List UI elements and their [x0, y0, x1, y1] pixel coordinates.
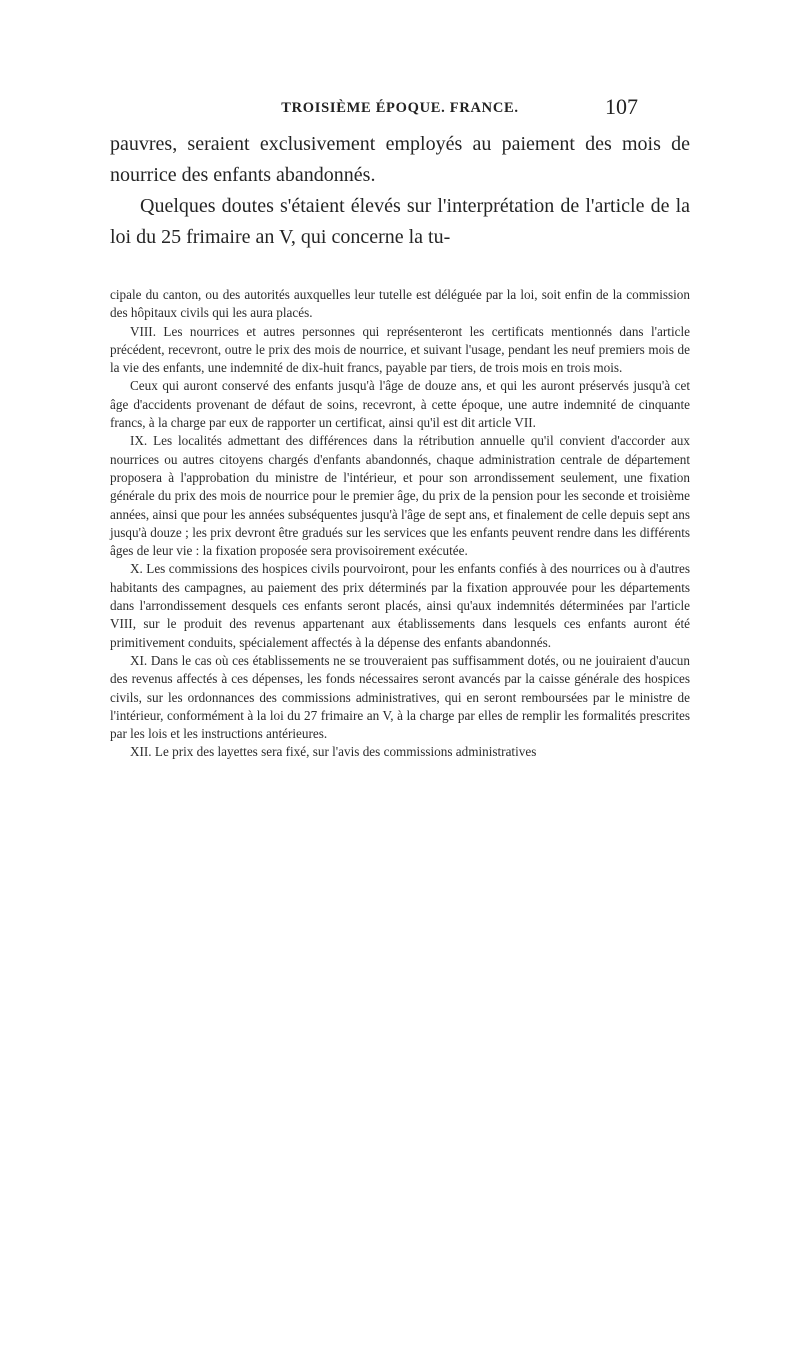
footnote-paragraph: cipale du canton, ou des autorités auxquelles leur tutelle est déléguée par la loi, soit enfin de la commission des hôpitaux civils qui les aura placés. [110, 287, 690, 321]
footnote-block [110, 286, 690, 762]
main-paragraph: Quelques doutes s'étaient élevés sur l'interprétation de l'article de la loi du 25 frimaire an V, qui concerne la tu- [110, 195, 690, 248]
footnote-article-xi: XI. Dans le cas où ces établissements ne se trouveraient pas suffisamment dotés, ou ne jouiraient d'aucun des revenus affectés à ces dépenses, les fonds nécessaires seront avancés par la caisse générale des hospices civils, sur les ordonnances des commissions administratives, qui en seront remboursées par le ministre de l'intérieur, conformément à la loi du 27 frimaire an V, à la charge par elles de remplir les formalités prescrites par les lois et les instructions antérieures. [110, 652, 690, 742]
running-head [0, 94, 800, 124]
footnote-article-xii: XII. Le prix des layettes sera fixé, sur l'avis des commissions administratives [130, 744, 537, 760]
main-text [110, 129, 690, 253]
footnote-paragraph: Ceux qui auront conservé des enfants jusqu'à l'âge de douze ans, et qui les auront préservés jusqu'à cet âge d'accidents provenant de défaut de soins, recevront, à cette époque, une autre indemnité de cinquante francs, à la charge par eux de rapporter un certificat, ainsi qu'il est dit article VII. [110, 378, 690, 431]
footnote-article-ix: IX. Les localités admettant des différences dans la rétribution annuelle qu'il convient d'accorder aux nourrices ou autres citoyens chargés d'enfants abandonnés, chaque administration centrale de département proposera à l'approbation du ministre de l'intérieur, et pour son arrondissement seulement, une fixation générale du prix des mois de nourrice pour le premier âge, du prix de la pension pour les seconde et troisième années, ainsi que pour les années subséquentes jusqu'à l'âge de sept ans, et finalement de celle depuis sept ans jusqu'à douze ; les prix devront être gradués sur les services que les enfants peuvent rendre dans les différents âges de leur vie : la fixation proposée sera provisoirement exécutée. [110, 433, 690, 559]
running-title: TROISIÈME ÉPOQUE. FRANCE. [281, 100, 519, 116]
footnote-article-x: X. Les commissions des hospices civils pourvoiront, pour les enfants confiés à des nourrices ou à d'autres habitants des campagnes, au paiement des prix déterminés par la fixation approuvée pour les départements dans l'arrondissement desquels ces enfants seront placés, ainsi qu'aux indemnités déterminées par l'article VIII, sur le produit des revenus appartenant aux établissements dans lesquels ces enfants auront été primitivement conduits, spécialement affectés à la dépense des enfants abandonnés. [110, 561, 690, 650]
main-paragraph: pauvres, seraient exclusivement employés au paiement des mois de nourrice des enfants abandonnés. [110, 133, 690, 186]
footnote-article-viii: VIII. Les nourrices et autres personnes qui représenteront les certificats mentionnés dans l'article précédent, recevront, outre le prix des mois de nourrice, et suivant l'usage, pendant les neuf premiers mois de la vie des enfants, une indemnité de dix-huit francs, payable par tiers, de trois mois en trois mois. [110, 323, 690, 376]
page-number: 107 [605, 94, 638, 119]
